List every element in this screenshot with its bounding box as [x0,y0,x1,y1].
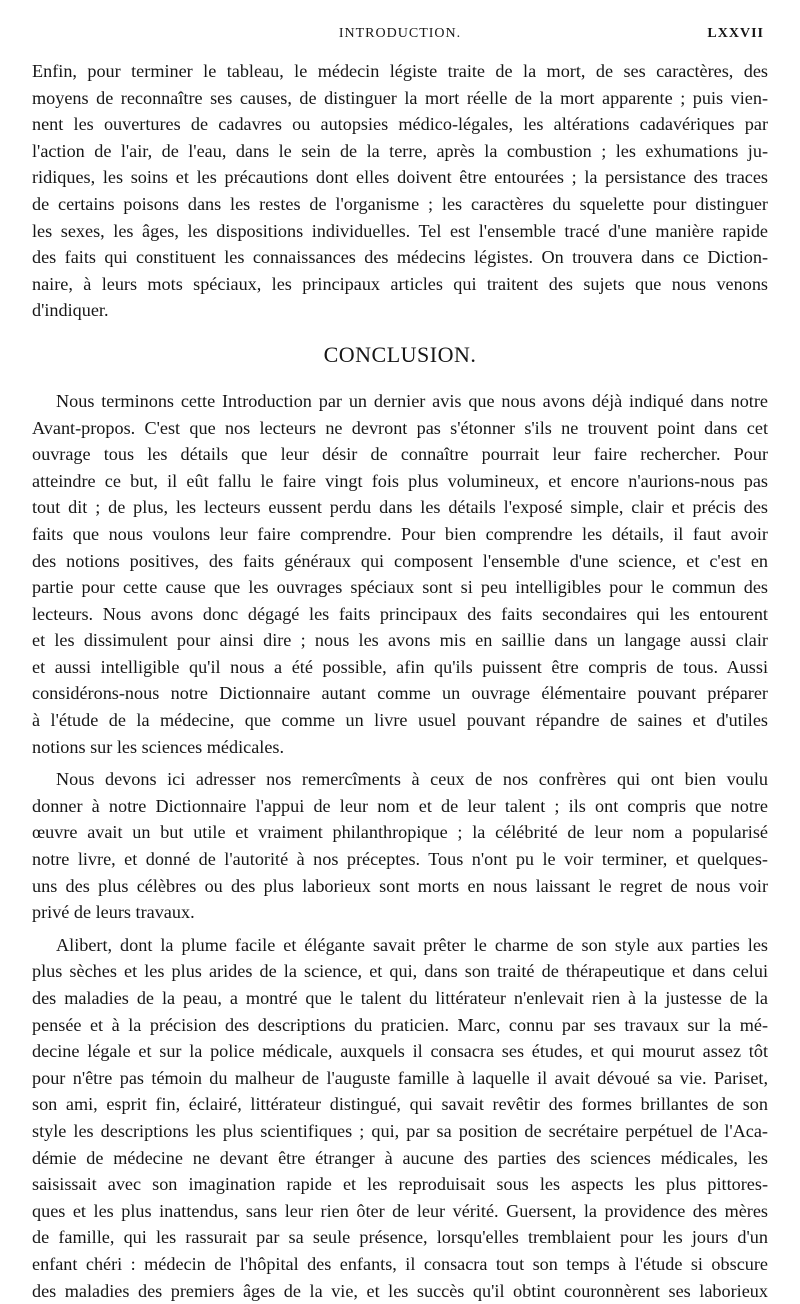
text-line: privé de leurs travaux. [32,902,195,923]
page-header [0,26,800,48]
text-line: l'action de l'air, de l'eau, dans le sein de la terre, après la combustion ; les exhumations ju- [32,140,768,161]
text-line: enfant chéri : médecin de l'hôpital des enfants, il consacra tout son temps à l'étude si obscure [32,1253,768,1274]
text-line: style les descriptions les plus scientifiques ; qui, par sa position de secrétaire perpétuel de l'Aca- [32,1120,768,1141]
text-line: notre livre, et donné de l'autorité à nos préceptes. Tous n'ont pu le voir terminer, et quelques- [32,849,768,870]
text-line: son ami, esprit fin, éclairé, littérateur distingué, qui savait revêtir des formes brillantes de son [32,1094,768,1115]
text-line: ouvrage tous les détails que leur désir de connaître pourrait leur faire rechercher. Pour [32,444,768,465]
text-line: œuvre avait un but utile et vraiment philanthropique ; la célébrité de leur nom a popularisé [32,822,768,843]
body-text [32,58,768,1304]
text-line: et les dissimulent pour ainsi dire ; nous les avons mis en saillie dans un langage aussi clair [32,630,768,651]
text-line: saisissait avec son imagination rapide et les reproduisait sous les aspects les plus pittores- [32,1174,768,1195]
text-line: pensée et à la précision des descriptions du praticien. Marc, connu par ses travaux sur la mé- [32,1014,768,1035]
text-line: decine légale et sur la police médicale, auxquels il consacra ses études, et qui mourut assez tôt [32,1041,768,1062]
paragraph-avis [32,388,768,760]
text-line: d'indiquer. [32,300,109,321]
text-line: Nous devons ici adresser nos remercîments à ceux de nos confrères qui ont bien voulu [56,769,768,790]
text-line: Alibert, dont la plume facile et élégante savait prêter le charme de son style aux parties les [56,934,768,955]
text-line: ques et les plus inattendus, sans leur rien ôter de leur vérité. Guersent, la providence des mères [32,1200,768,1221]
text-line: Enfin, pour terminer le tableau, le médecin légiste traite de la mort, de ses caractères, des [32,61,768,81]
text-line: Nous terminons cette Introduction par un dernier avis que nous avons déjà indiqué dans notre [56,390,768,411]
text-line: nent les ouvertures de cadavres ou autopsies médico-légales, les altérations cadavériques par [32,114,768,135]
text-line: et aussi intelligible qu'il nous a été possible, afin qu'ils puissent être compris de tous. Aussi [32,656,768,677]
text-line: atteindre ce but, il eût fallu le faire vingt fois plus volumineux, et encore n'aurions-nous pas [32,470,768,491]
text-line: tout dit ; de plus, les lecteurs eussent perdu dans les détails l'exposé simple, clair et précis des [32,497,768,518]
paragraph-medecine-legale [32,58,768,324]
text-line: moyens de reconnaître ses causes, de distinguer la mort réelle de la mort apparente ; puis vien- [32,87,768,108]
text-line: des maladies des premiers âges de la vie, et les succès qu'il obtint couronnèrent ses laborieux [32,1280,768,1301]
text-line: partie pour cette cause que les ouvrages spéciaux sont si peu intelligibles pour le commun des [32,577,768,598]
page-number: LXXVII [707,26,764,41]
text-line: démie de médecine ne devant être étranger à aucune des parties des sciences médicales, les [32,1147,768,1168]
text-line: les sexes, les âges, les dispositions individuelles. Tel est l'ensemble tracé d'une manière rapide [32,220,768,241]
text-line: lecteurs. Nous avons donc dégagé les faits principaux des faits secondaires qui les entourent [32,603,768,624]
text-line: considérons-nous notre Dictionnaire autant comme un ouvrage élémentaire pouvant préparer [32,683,768,704]
text-line: notions sur les sciences médicales. [32,736,285,757]
running-title: INTRODUCTION. [338,26,462,41]
paragraph-remerciements [32,766,768,926]
section-title: CONCLUSION. [323,341,477,367]
text-line: de famille, qui les rassurait par sa seule présence, lorsqu'elles tremblaient pour les jours d'un [32,1227,768,1248]
text-line: plus sèches et les plus arides de la science, et qui, dans son traité de thérapeutique et dans celui [32,961,768,982]
text-line: à l'étude de la médecine, que comme un livre usuel pouvant répandre de saines et d'utiles [32,710,768,731]
text-line: donner à notre Dictionnaire l'appui de leur nom et de leur talent ; ils ont compris que notre [32,795,768,816]
text-line: naire, à leurs mots spéciaux, les principaux articles qui traitent des sujets que nous venons [32,273,768,294]
text-line: de certains poisons dans les restes de l'organisme ; les caractères du squelette pour distinguer [32,193,768,214]
text-line: Avant-propos. C'est que nos lecteurs ne devront pas s'étonner s'ils ne trouvent point dans cet [32,417,768,438]
text-line: ridiques, les soins et les précautions dont elles doivent être entourées ; la persistance des traces [32,167,768,188]
text-line: uns des plus célèbres ou des plus laborieux sont morts en nous laissant le regret de nous voir [32,875,768,896]
text-line: des notions positives, des faits généraux qui composent l'ensemble d'une science, et c'est en [32,550,768,571]
text-line: faits que nous voulons leur faire comprendre. Pour bien comprendre les détails, il faut avoir [32,523,768,544]
text-line: pour n'être pas témoin du malheur de l'auguste famille à laquelle il avait dévoué sa vie. Pariset, [32,1067,768,1088]
text-line: des faits qui constituent les connaissances des médecins légistes. On trouvera dans ce Diction- [32,247,768,268]
paragraph-alibert [32,932,768,1304]
text-line: des maladies de la peau, a montré que le talent du littérateur n'enlevait rien à la justesse de la [32,988,768,1008]
